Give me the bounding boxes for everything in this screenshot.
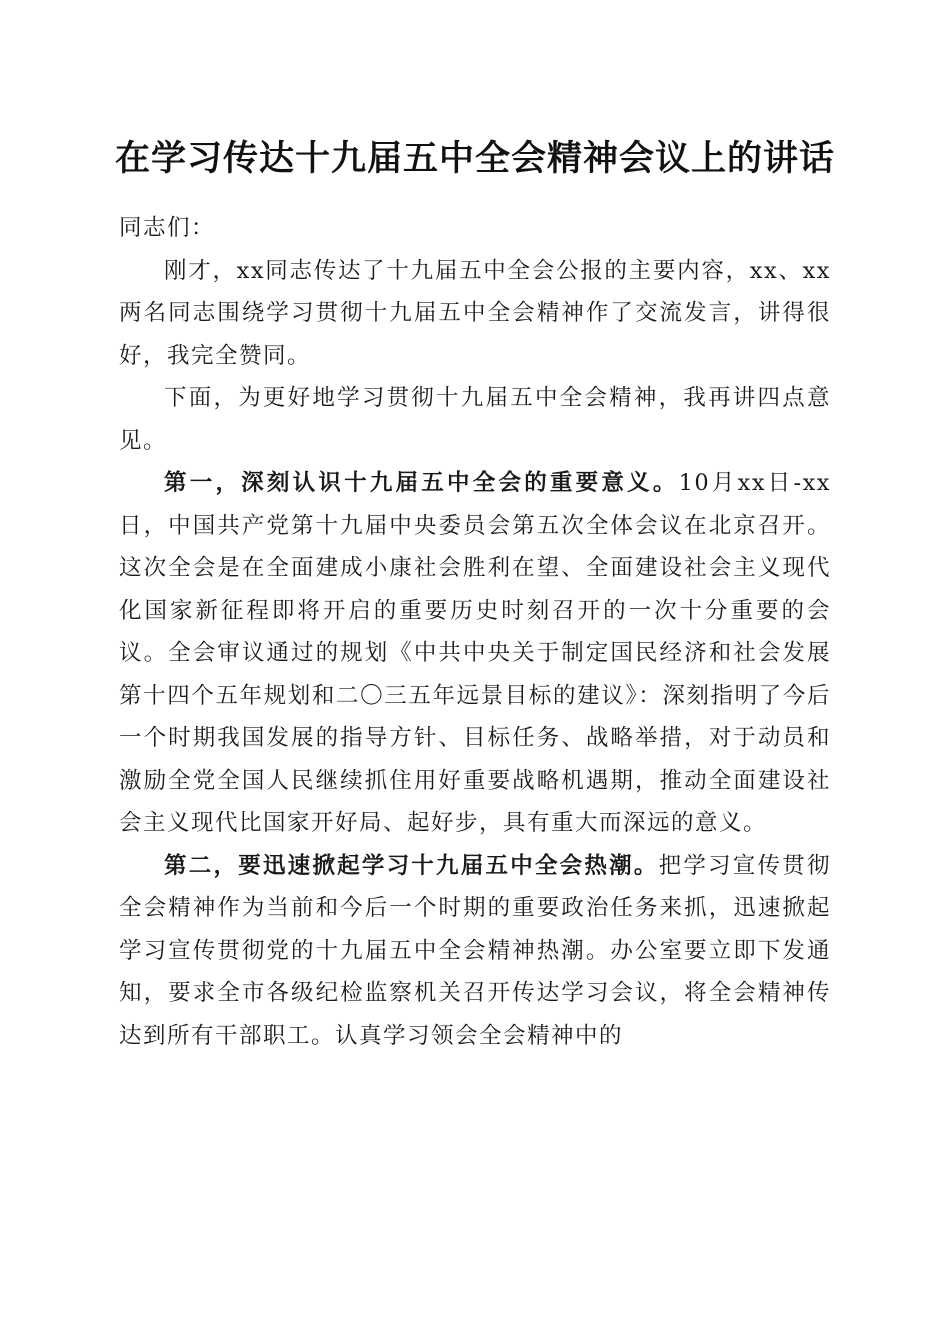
paragraph-text: 10月xx日-xx日，中国共产党第十九届中央委员会第五次全体会议在北京召开。这次全会是在全面建成小康社会胜利在望、全面建设社会主义现代化国家新征程即将开启的重要历史时刻召开的一次十分重要的会议。全会审议通过的规划《中共中央关于制定国民经济和社会发展第十四个五年规划和二〇三五年远景目标的建议》：深刻指明了今后一个时期我国发展的指导方针、目标任务、战略举措，对于动员和激励全党全国人民继续抓住用好重要战略机遇期，推动全面建设社会主义现代比国家开好局、起好步，具有重大而深远的意义。	[119, 470, 831, 836]
paragraph-text: 下面，为更好地学习贯彻十九届五中全会精神，我再讲四点意见。	[119, 385, 831, 454]
paragraph-text: 刚才，xx同志传达了十九届五中全会公报的主要内容，xx、xx两名同志围绕学习贯彻十九届五中全会精神作了交流发言，讲得很好，我完全赞同。	[119, 257, 831, 369]
paragraph-point-1	[119, 462, 831, 845]
paragraph-text: 把学习宣传贯彻全会精神作为当前和今后一个时期的重要政治任务来抓，迅速掀起学习宣传贯彻党的十九届五中全会精神热潮。办公室要立即下发通知，要求全市各级纪检监察机关召开传达学习会议，将全会精神传达到所有干部职工。认真学习领会全会精神中的	[119, 852, 831, 1049]
document-title: 在学习传达十九届五中全会精神会议上的讲话	[114, 138, 835, 179]
paragraph-opening	[119, 250, 831, 378]
salutation: 同志们：	[119, 215, 216, 241]
paragraph-point-2	[119, 845, 831, 1058]
paragraph-lead: 第一，深刻认识十九届五中全会的重要意义。	[164, 470, 679, 496]
paragraph-lead: 第二，要迅速掀起学习十九届五中全会热潮。	[164, 852, 659, 879]
paragraph-intro	[119, 377, 831, 462]
document-body	[119, 207, 831, 1057]
